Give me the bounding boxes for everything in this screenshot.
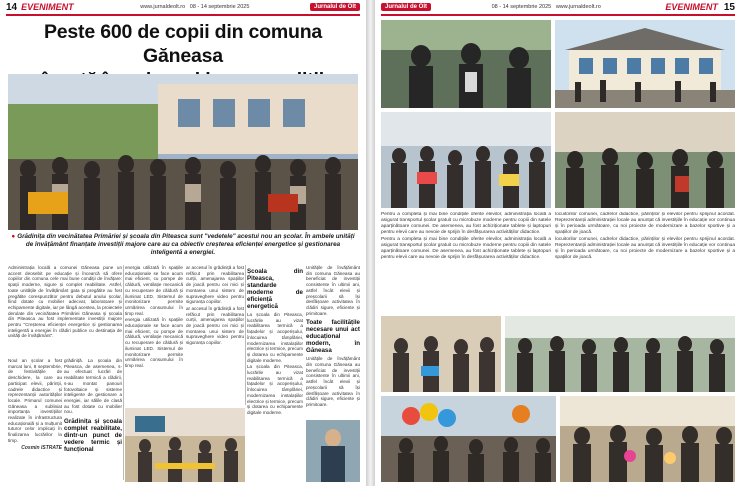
- page-number: 15: [723, 1, 735, 13]
- main-photo-school-ceremony: [8, 74, 358, 230]
- subheading-facilities: Toate facilitățile necesare unui act educațional modern, în Găneasa: [306, 319, 360, 355]
- newspaper-logo: Jurnalul de Olt: [310, 3, 360, 11]
- column-divider: [123, 265, 124, 480]
- photo-caption: ● Grădinița din vecinătatea Primăriei și școala din Piteasca sunt "vedetele" acestui nou an școlar. În ambele unități de învățământ finanțate investiții majore care au ca obiectiv creșterea eficienței energetice și gestionarea inteligentă a energiei.: [11, 233, 355, 256]
- article-column-c: energia utilizată în spațiile educaționale se face acum mai eficient, cu pompe de căldură, ventilație mecanică cu recuperare de căldură și iluminat LED. Sistemul de monitorizare permite urmărirea consumului în timp real. energia utilizată în spațiile educaționale se face acum mai eficient, cu pompe de căldură, ventilație mecanică cu recuperare de căldură și iluminat LED. Sistemul de monitorizare permite urmărirea consumului în timp real.: [125, 265, 183, 368]
- article-column-e: Școala din Piteasca, standarde moderne de eficiență energetică La școala din Piteasca, lucrările au vizat reabilitarea termică a fațadelor și acoperișului, înlocuirea tâmplăriei, modernizarea instalațiilor electrice și termice, precum și dotarea cu echipamente digitale moderne. La școala din Piteasca, lucrările au vizat reabilitarea termică a fațadelor și acoperișului, înlocuirea tâmplăriei, modernizarea instalațiilor electrice și termice, precum și dotarea cu echipamente digitale moderne.: [247, 268, 303, 415]
- header-rule: [6, 14, 360, 16]
- article-title: Peste 600 de copii din comuna Găneasa: [43, 21, 323, 67]
- subheading-piteasca-school: Școala din Piteasca, standarde moderne de eficiență energetică: [247, 268, 303, 310]
- photo-officials: [381, 20, 551, 108]
- section-label: EVENIMENT: [665, 2, 718, 12]
- page-header: [0, 0, 366, 14]
- photo-ceremony-crowd: [555, 112, 735, 208]
- photo-classroom: [125, 408, 245, 482]
- article-column-d: ar accesul în grădiniță a fost refăcut prin reabilitarea curții, amenajarea spațiilor de joacă pentru cei mici și montarea unui sistem de supraveghere video pentru siguranța copiilor. ar accesul în grădiniță a fost refăcut prin reabilitarea curții, amenajarea spațiilor de joacă pentru cei mici și montarea unui sistem de supraveghere video pentru siguranța copiilor.: [186, 265, 244, 346]
- issue-date: www.jurnaldeolt.ro 08 - 14 septembrie 2025: [140, 4, 250, 10]
- column-divider: [245, 265, 246, 405]
- right-page: [375, 0, 741, 486]
- photo-pupils-flowers: [560, 396, 735, 482]
- newspaper-logo: Jurnalul de Olt: [381, 3, 431, 11]
- subheading-kindergarten: Grădinița și școala complet reabilitate, dintr-un punct de vedere termic și funcțional: [64, 418, 122, 454]
- left-page: [0, 0, 366, 486]
- intro-text: Administrația locală a comunei Găneasa pune un accent deosebit pe educație și încearcă să ofere copiilor din comuna cele mai bune condiții de învățare: spații moderne, sigure și complet reabilitate. Astfel, toate unitățile de învățământ gata și pregătite au fost pregătite corespunzător pentru debutul anului școlar, fiind dotate cu mobilier adecvat, laboratoare și echipamente digitale, iar pe lângă acestea, la proiectele derulate din vecinătatea Primăriei Găneasa și școala din Piteasca au fost implementate investiții majore pentru "Creșterea eficienței energetice și gestionarea inteligentă a energiei în clădiri publice cu destinația de unități de învățământ".: [8, 265, 122, 339]
- photo-balloons-festivity: [381, 396, 556, 482]
- photo-children-event: [381, 112, 551, 208]
- right-text-a: Pentru a completa și mai bine condițiile oferite elevilor, administrația locală a asigurat transportul școlar gratuit cu microbuze moderne pentru copiii din satele aparținătoare comunei. De asemenea, au fost achiziționate tablete și laptopuri pentru elevii care au nevoie de sprijin în desfășurarea activităților didactice. Pentru a completa și mai bine condițiile oferite elevilor, administrația locală a asigurat transportul școlar gratuit cu microbuze moderne pentru copiii din satele aparținătoare comunei. De asemenea, au fost achiziționate tablete și laptopuri pentru elevii care au nevoie de sprijin în desfășurarea activităților didactice.: [381, 212, 551, 260]
- right-text-b: locuitorilor comunei, cadrelor didactice, părinților și elevilor pentru sprijinul acordat. Reprezentanții administrației locale au anunțat că investițiile în educație vor continua și în perioada următoare, cu noi proiecte de modernizare a bazelor sportive și a spațiilor de joacă. locuitorilor comunei, cadrelor didactice, părinților și elevilor pentru sprijinul acordat. Reprezentanții administrației locale au anunțat că investițiile în educație vor continua și în perioada următoare, cu noi proiecte de modernizare a bazelor sportive și a spațiilor de joacă.: [555, 212, 735, 260]
- page-header: [375, 0, 741, 14]
- photo-kindergarten-children: [381, 316, 501, 392]
- photo-teacher: [306, 420, 360, 482]
- page-gutter: [366, 0, 375, 486]
- article-author: Cosmin ISTRATE: [21, 444, 62, 451]
- article-column-f: Unitățile de învățământ din comuna Găneasa au beneficiat de investiții consistente în ultimii ani, astfel încât elevii și preșcolarii să își desfășoare activitatea în clădiri sigure, eficiente și primitoare. Toate facilitățile necesare unui act educațional modern, în Găneasa Unitățile de învățământ din comuna Găneasa au beneficiat de investiții consistente în ultimii ani, astfel încât elevii și preșcolarii să își desfășoare activitatea în clădiri sigure, eficiente și primitoare.: [306, 265, 360, 407]
- header-rule: [381, 14, 735, 16]
- page-number: 14: [6, 1, 18, 13]
- section-label: EVENIMENT: [21, 2, 74, 12]
- photo-school-building: [555, 20, 735, 108]
- article-column-b: grădiniță. La școala din Piteasca, de asemenea, s-au efectuat lucrări de reabilitate termică a clădirii, s-au montat panouri fotovoltaice și sisteme inteligente de gestionare a energiei, iar sălile de clasă au fost dotate cu mobilier nou. Grădinița și școala complet reabilitate, dintr-un punct de vedere termic și funcțional: [64, 358, 122, 454]
- article-column-a: Noul an școlar a fost marcat luni, 8 septembrie, de festivitățile de deschidere, la care au participat elevii, părinții, cadrele didactice și reprezentanții autorităților locale. Primarul comunei Găneasa a subliniat importanța investițiilor realizate în infrastructura educațională și a mulțumit tuturor celor implicați în finalizarea lucrărilor la timp. Cosmin ISTRATE: [8, 358, 62, 451]
- issue-date: 08 - 14 septembrie 2025 www.jurnaldeolt.ro: [491, 4, 601, 10]
- photo-group: [505, 316, 735, 392]
